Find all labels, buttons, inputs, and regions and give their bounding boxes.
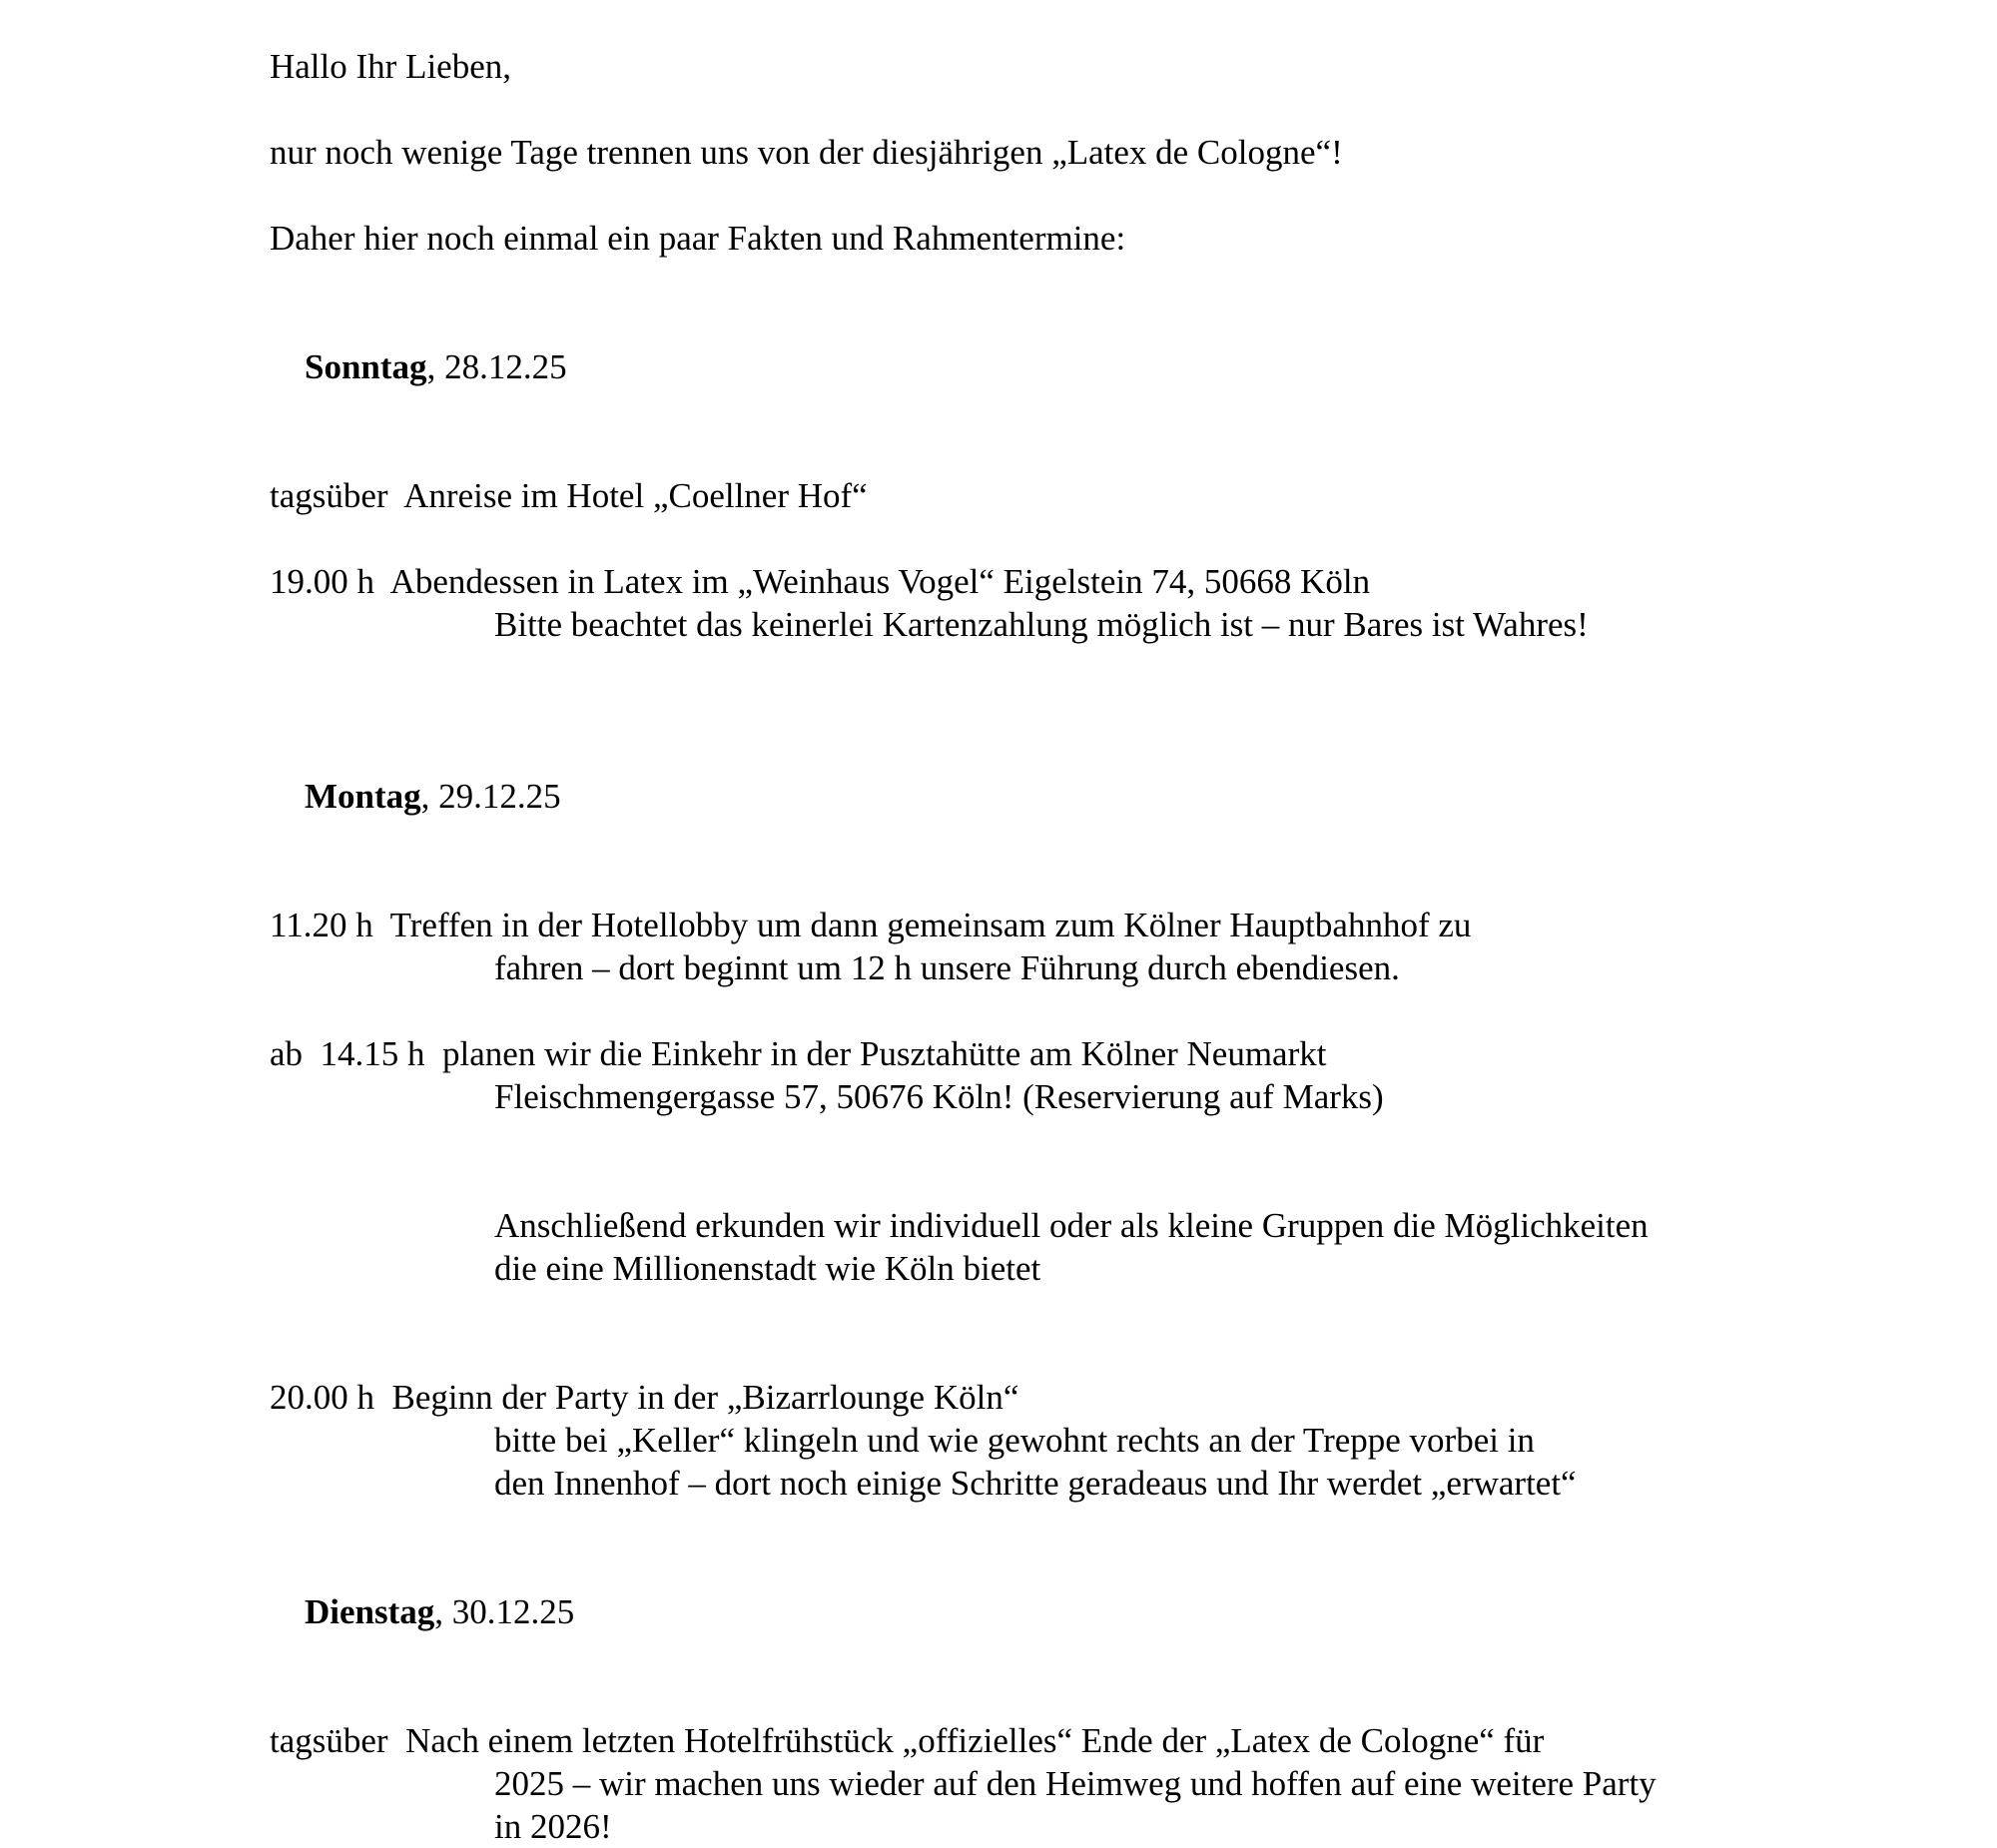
schedule-entry-party: 20.00 h Beginn der Party in der „Bizarrlounge Köln“ [270,1378,1019,1417]
schedule-entry-abreise: tagsüber Nach einem letzten Hotelfrühstück „offizielles“ Ende der „Latex de Cologne“ für [270,1721,1545,1760]
greeting-line: Hallo Ihr Lieben, [270,47,511,86]
schedule-entry-anreise: tagsüber Anreise im Hotel „Coellner Hof“ [270,476,868,515]
schedule-entry-treffen: 11.20 h Treffen in der Hotellobby um dann gemeinsam zum Kölner Hauptbahnhof zu [270,906,1472,944]
day-date: , 28.12.25 [426,347,567,386]
day-name: Dienstag [305,1592,435,1631]
intro-line-1: nur noch wenige Tage trennen uns von der diesjährigen „Latex de Cologne“! [270,133,1343,172]
schedule-note-erkunden: Anschließend erkunden wir individuell oder als kleine Gruppen die Möglichkeiten [494,1206,1649,1245]
schedule-entry-abreise-cont-2: in 2026! [494,1807,612,1846]
day-date: , 29.12.25 [420,777,561,816]
day-date: , 30.12.25 [434,1592,575,1631]
day-name: Sonntag [305,347,427,386]
schedule-entry-party-cont-1: bitte bei „Keller“ klingeln und wie gewohnt rechts an der Treppe vorbei in [494,1421,1535,1460]
day-name: Montag [305,777,421,816]
schedule-note-erkunden-cont: die eine Millionenstadt wie Köln bietet [494,1249,1041,1288]
intro-line-2: Daher hier noch einmal ein paar Fakten und Rahmentermine: [270,219,1126,258]
day-heading-dienstag [270,1547,1957,1676]
schedule-entry-pusztahuette-cont: Fleischmengergasse 57, 50676 Köln! (Reservierung auf Marks) [494,1077,1384,1116]
schedule-entry-abendessen: 19.00 h Abendessen in Latex im „Weinhaus Vogel“ Eigelstein 74, 50668 Köln [270,562,1371,601]
day-heading-montag [270,732,1957,861]
schedule-note-kartenzahlung: Bitte beachtet das keinerlei Kartenzahlung möglich ist – nur Bares ist Wahres! [494,605,1589,644]
schedule-entry-treffen-cont: fahren – dort beginnt um 12 h unsere Führung durch ebendiesen. [494,948,1400,987]
day-heading-sonntag [270,303,1957,431]
schedule-entry-pusztahuette: ab 14.15 h planen wir die Einkehr in der Pusztahütte am Kölner Neumarkt [270,1034,1327,1073]
schedule-entry-party-cont-2: den Innenhof – dort noch einige Schritte geradeaus und Ihr werdet „erwartet“ [494,1464,1577,1503]
schedule-entry-abreise-cont-1: 2025 – wir machen uns wieder auf den Heimweg und hoffen auf eine weitere Party [494,1764,1657,1803]
